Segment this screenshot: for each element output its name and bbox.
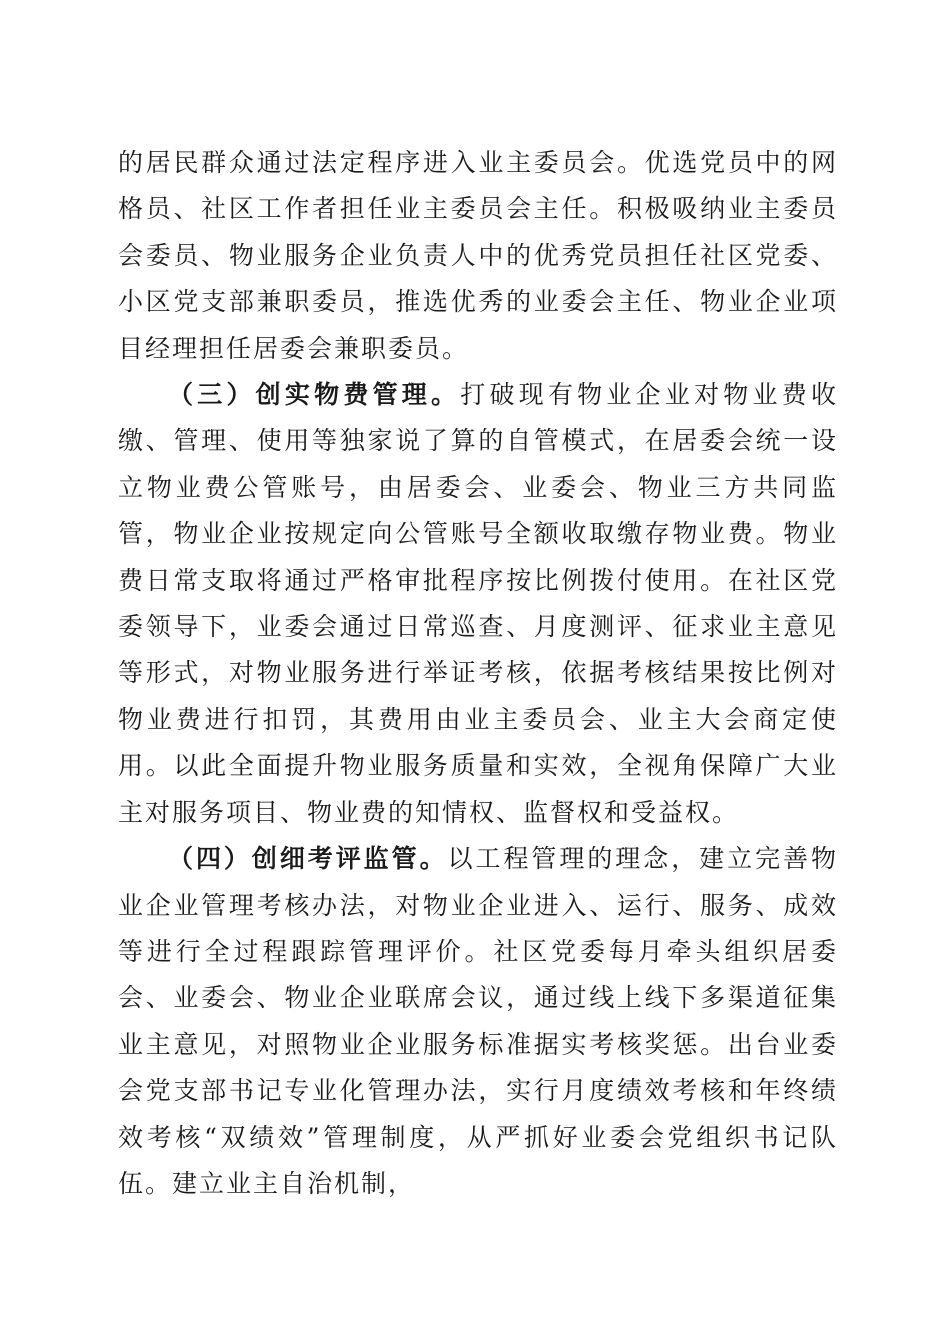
document-body [118, 140, 838, 1207]
paragraph-section-four [118, 836, 838, 1207]
section-heading: （四）创细考评监管。 [168, 844, 448, 874]
section-heading: （三）创实物费管理。 [168, 380, 461, 410]
paragraph-continuation [118, 140, 838, 372]
paragraph-text: 以工程管理的理念，建立完善物业企业管理考核办法，对物业企业进入、运行、服务、成效等进行全过程跟踪管理评价。社区党委每月牵头组织居委会、业委会、物业企业联席会议，通过线上线下多渠道征集业主意见，对照物业企业服务标准据实考核奖惩。出台业委会党支部书记专业化管理办法，实行月度绩效考核和年终绩效考核“双绩效”管理制度，从严抓好业委会党组织书记队伍。建立业主自治机制， [118, 844, 838, 1198]
paragraph-section-three [118, 372, 838, 836]
paragraph-text: 打破现有物业企业对物业费收缴、管理、使用等独家说了算的自管模式，在居委会统一设立物业费公管账号，由居委会、业委会、物业三方共同监管，物业企业按规定向公管账号全额收取缴存物业费。物业费日常支取将通过严格审批程序按比例拨付使用。在社区党委领导下，业委会通过日常巡查、月度测评、征求业主意见等形式，对物业服务进行举证考核，依据考核结果按比例对物业费进行扣罚，其费用由业主委员会、业主大会商定使用。以此全面提升物业服务质量和实效，全视角保障广大业主对服务项目、物业费的知情权、监督权和受益权。 [118, 380, 838, 827]
paragraph-text: 的居民群众通过法定程序进入业主委员会。优选党员中的网格员、社区工作者担任业主委员会主任。积极吸纳业主委员会委员、物业服务企业负责人中的优秀党员担任社区党委、小区党支部兼职委员，推选优秀的业委会主任、物业企业项目经理担任居委会兼职委员。 [118, 148, 838, 363]
